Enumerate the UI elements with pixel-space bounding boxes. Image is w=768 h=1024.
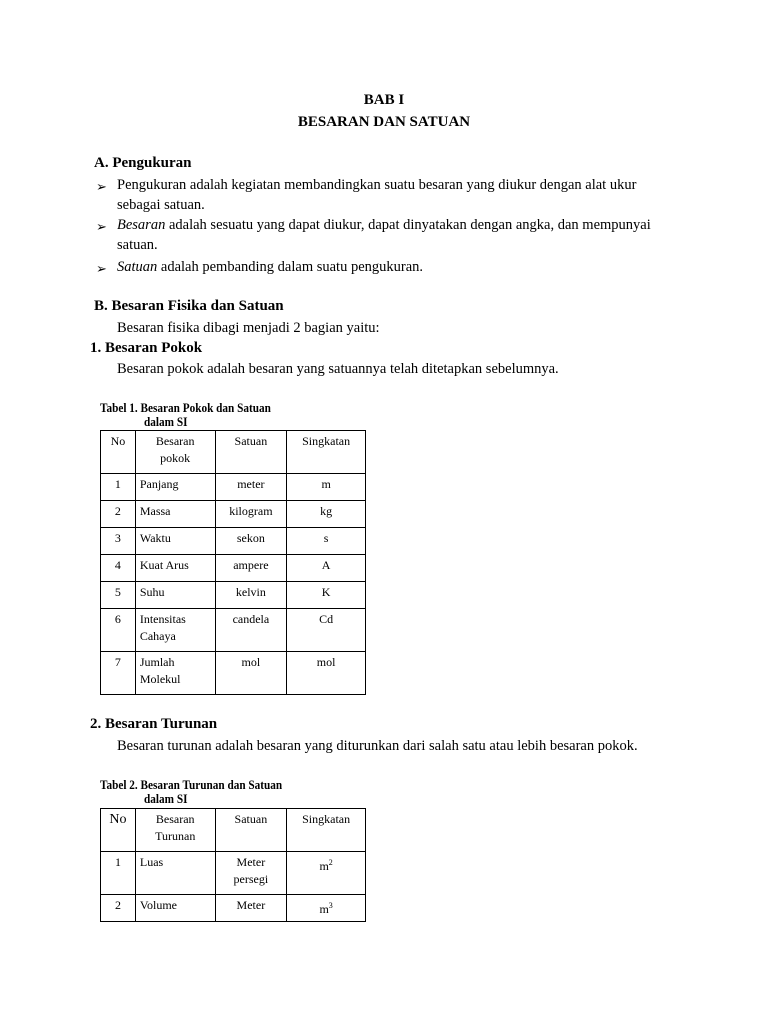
cell-no: 4 [101, 555, 136, 582]
section-a-title: A. Pengukuran [94, 155, 192, 171]
cell-besaran: Massa [135, 501, 215, 528]
cell-besaran: Volume [135, 895, 215, 922]
table-row [101, 609, 366, 652]
cell-satuan: kelvin [215, 582, 287, 609]
turunan-title: 2. Besaran Turunan [90, 716, 218, 732]
table2 [100, 808, 366, 922]
section-b-intro: Besaran fisika dibagi menjadi 2 bagian yaitu: [117, 320, 380, 336]
cell-besaran: Waktu [135, 528, 215, 555]
cell-singkatan: s [287, 528, 366, 555]
cell-no: 2 [101, 501, 136, 528]
cell-satuan: sekon [215, 528, 287, 555]
arrow-bullet-icon: ➢ [96, 179, 107, 194]
cell-besaran: Suhu [135, 582, 215, 609]
table2-caption-2: dalam SI [144, 792, 188, 806]
table-row [101, 582, 366, 609]
table1-caption: Tabel 1. Besaran Pokok dan Satuan [100, 401, 271, 415]
table1-caption-2: dalam SI [144, 415, 188, 429]
cell-besaran: Panjang [135, 474, 215, 501]
section-b-title: B. Besaran Fisika dan Satuan [94, 298, 284, 314]
header-singkatan: Singkatan [287, 431, 366, 474]
cell-besaran: Jumlah Molekul [135, 652, 215, 695]
table-row [101, 852, 366, 895]
cell-no: 7 [101, 652, 136, 695]
turunan-desc: Besaran turunan adalah besaran yang diturunkan dari salah satu atau lebih besaran pokok. [117, 738, 638, 754]
cell-besaran: Intensitas Cahaya [135, 609, 215, 652]
cell-singkatan: kg [287, 501, 366, 528]
cell-satuan: kilogram [215, 501, 287, 528]
cell-no: 1 [101, 474, 136, 501]
table-row [101, 652, 366, 695]
header-besaran: Besaran pokok [135, 431, 215, 474]
cell-satuan: Meter [215, 895, 287, 922]
cell-singkatan: $m^3$ [287, 895, 366, 922]
table-row [101, 555, 366, 582]
cell-singkatan: Cd [287, 609, 366, 652]
bullet-2: Besaran adalah sesuatu yang dapat diukur, dapat dinyatakan dengan angka, dan mempunyai satuan. [117, 217, 651, 253]
cell-singkatan: A [287, 555, 366, 582]
cell-satuan: meter [215, 474, 287, 501]
cell-no: 3 [101, 528, 136, 555]
table1 [100, 430, 366, 695]
table-row [101, 895, 366, 922]
cell-besaran: Luas [135, 852, 215, 895]
header-singkatan: Singkatan [287, 809, 366, 852]
pokok-title: 1. Besaran Pokok [90, 340, 203, 356]
arrow-bullet-icon: ➢ [96, 261, 107, 276]
table-header-row [101, 431, 366, 474]
cell-besaran: Kuat Arus [135, 555, 215, 582]
cell-satuan: Meter persegi [215, 852, 287, 895]
cell-singkatan: $m^2$ [287, 852, 366, 895]
pokok-desc: Besaran pokok adalah besaran yang satuannya telah ditetapkan sebelumnya. [117, 361, 559, 377]
cell-singkatan: mol [287, 652, 366, 695]
header-no: No [101, 809, 136, 852]
table2-caption: Tabel 2. Besaran Turunan dan Satuan [100, 778, 283, 792]
chapter-title: BESARAN DAN SATUAN [297, 114, 471, 130]
table-row [101, 528, 366, 555]
cell-satuan: candela [215, 609, 287, 652]
table-row [101, 501, 366, 528]
bullet-3: Satuan adalah pembanding dalam suatu pengukuran. [117, 259, 424, 275]
table-header-row [101, 809, 366, 852]
cell-satuan: ampere [215, 555, 287, 582]
cell-satuan: mol [215, 652, 287, 695]
cell-no: 5 [101, 582, 136, 609]
table-row [101, 474, 366, 501]
arrow-bullet-icon: ➢ [96, 219, 107, 234]
cell-no: 6 [101, 609, 136, 652]
chapter-label: BAB I [363, 92, 405, 108]
bullet-1: Pengukuran adalah kegiatan membandingkan suatu besaran yang diukur dengan alat ukur sebagai satuan. [117, 177, 637, 213]
cell-no: 2 [101, 895, 136, 922]
header-no: No [101, 431, 136, 474]
header-satuan: Satuan [215, 809, 287, 852]
cell-no: 1 [101, 852, 136, 895]
cell-singkatan: m [287, 474, 366, 501]
header-satuan: Satuan [215, 431, 287, 474]
header-besaran: Besaran Turunan [135, 809, 215, 852]
cell-singkatan: K [287, 582, 366, 609]
